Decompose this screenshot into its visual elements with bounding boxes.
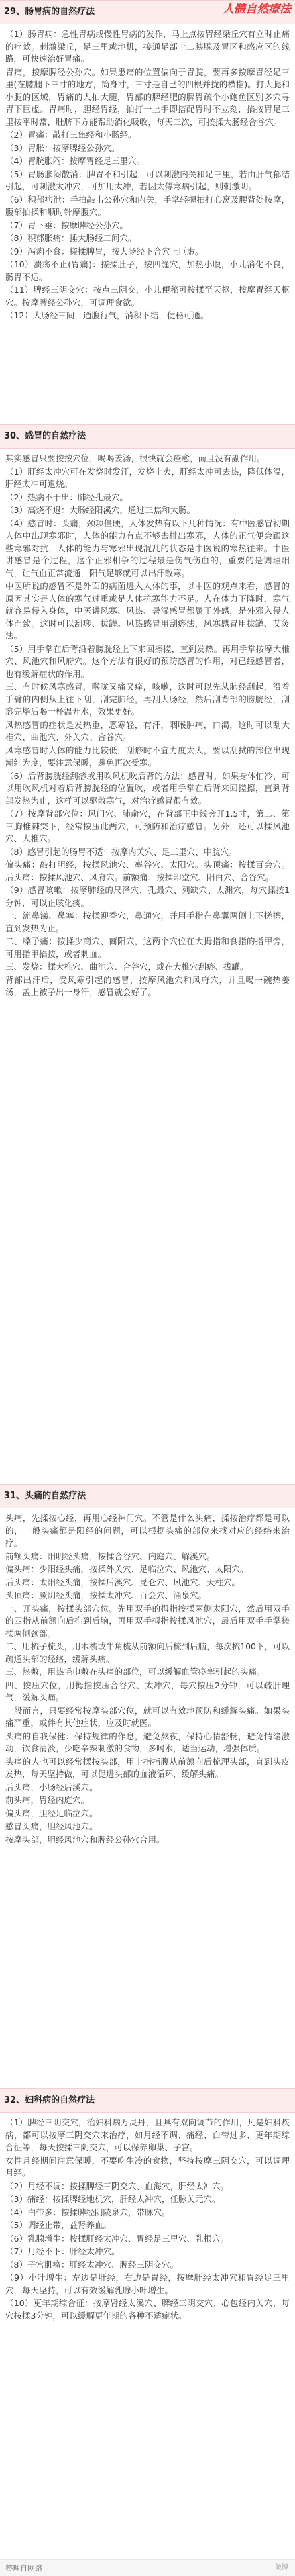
source-credit: 整理自网络 [5, 2564, 42, 2573]
section-body [0, 2113, 295, 2322]
paragraph: 三、发烧：揉大椎穴、曲池穴、合谷穴，或在大椎穴刮痧、拔罐。 [5, 962, 249, 972]
paragraph: 二、嗓子痛：按揉少商穴、商阳穴，这两个穴位在大拇指和食指的指甲旁，可用指甲掐按，或者刺血。 [5, 936, 290, 959]
section-headache [0, 1484, 295, 2088]
paragraph: 风寒感冒时人体的能力比较低，刮痧时不宜力度太大，要以刮拭的部位出现潮红为度，要注意保暖，避免再次受寒。 [5, 745, 290, 768]
paragraph: （4）感冒时：头痛，颈项僵硬，人体发热有以下几种情况：有中医感冒初期人体中出现寒邪时，人体的能力有点不够去排出寒邪，人体的正气便会跟这些寒邪对抗，人体的能力与寒邪出现混乱的状态是中医说的寒热往来。中医讲感冒是个过程，这个正邪相争的过程最是伤气伤血的，重要的是调理阳气，让气血正常流通，阳气足够就可以出汗散寒。 [5, 518, 290, 578]
paragraph: （9）感冒咳嗽：按摩肺经的尺泽穴、孔最穴、列缺穴、太渊穴，每穴揉按1分钟，可以止咳化痰。 [5, 885, 290, 908]
paragraph: 其实感冒只要按按穴位，喝喝姜汤，很快就会痊愈，而且没有副作用。 [5, 453, 266, 463]
paragraph: 胃痛，按摩脾经公孙穴。如果患痛的位置偏向于胃脘，要再多按摩胃经足三里(在膝腿下三寸的地方，筒身寸，三寸是自己的四根并拢的横指)。打大腿和小腿的区域，胃痛的人拍大腿，胃部的脾经肥的脾胃疏个小鲍鱼区别多穴寻胃下巨虚。胃痛时，胆经胃经，拍打一上手即搭配胃时不立刻，掐按胃足三里按平时常，肚脐下方能帮助消化吸收，每天三次，可按揉大肠经合谷穴。 [5, 66, 290, 127]
paragraph: （11）脾经三阴交穴：按点三阴交，小儿便秘可按揉至天枢，按摩胃经天枢穴。按摩脾经公孙穴，可调理食欲。 [5, 285, 290, 308]
paragraph: （8）子宫肌瘤：肝经太冲穴、脾经三阴交穴。 [5, 2259, 178, 2270]
section-title: 31、头痛的自然疗法 [4, 1491, 86, 1501]
paragraph: （10）溃疡不止(胃痛)：搓揉肚子，按四缝穴，加热小腹，小儿消化不良，肠胃不适。 [5, 259, 290, 282]
paragraph: （5）胃肠胀闷散消：脾胃不和引起，可以刺激内关和足三里，若由肝气郁结引起，可刺激太冲穴，可加用太冲，若因太傅寒病引起，则刺激阴。 [5, 169, 290, 191]
paragraph: 后头痛，小肠经后溪穴。 [5, 1782, 98, 1792]
section-title: 30、感冒的自然疗法 [4, 431, 86, 441]
paragraph: （6）后背膀胱经刮痧或用吹风机吹后背的方法：感冒时，如果身体怕冷，可以用吹风机对着后背膀胱经的位置吹，或者用手掌在后背来回搓擦，直到背部发热为止，这样可以驱散寒气，对治疗感冒很有效。 [5, 770, 290, 806]
section-body [0, 449, 295, 999]
paragraph: （5）用手掌在后背沿着膀胱经上下来回擦搓，直到发热。再用手掌按摩大椎穴、风池穴和风府穴。这个方法有很好的预防感冒的作用，对已经感冒者，也有缓解症状的作用。 [5, 643, 290, 679]
paragraph: 后头痛：太阳经头痛，按揉后溪穴、昆仑穴、风池穴、天柱穴。 [5, 1577, 241, 1588]
paragraph: （10）更年期综合征：按摩肾经太溪穴、脾经三阴交穴、心包经内关穴，每穴按揉3分钟，可以缓解更年期的各种不适症状。 [5, 2298, 290, 2321]
paragraph: 偏头痛：敲打胆经，按揉风池穴、率谷穴、太阳穴。头顶痛：按揉百会穴。后头痛：按揉风池穴、风府穴。前额痛：按揉印堂穴、阳白穴、合谷穴。 [5, 860, 290, 882]
paragraph: （2）热病不干出：肺经孔最穴。 [5, 492, 128, 502]
paragraph: （7）按摩背部穴位：风门穴、肺俞穴，在背部正中线旁开1.5寸，第二、第三胸椎棘突下，经常按压此两穴，可预防和治疗感冒。另外，还可以揉风池穴、大椎穴。 [5, 809, 290, 843]
section-header [0, 2088, 295, 2113]
brand-logo: 人體自然療法 [223, 3, 291, 16]
paragraph: （2）月经不调：按揉脾经三阴交穴、血海穴，肝经太冲穴。 [5, 2180, 229, 2191]
section-header [0, 1484, 295, 1508]
paragraph: （2）胃痛：敲打三焦经和小肠经。 [5, 130, 137, 140]
paragraph: （6）乳腺增生：按揉肝经太冲穴、胃经足三里穴、乳根穴。 [5, 2233, 229, 2244]
watermark: 微博 [275, 2564, 288, 2571]
section-body [0, 1508, 295, 1846]
paragraph: 头痛的自我保健：保持规律的作息，避免熬夜，保持心情舒畅，避免情绪激动，饮食清淡，少吃辛辣刺激的食物，多喝水，适当运动，增强体质。 [5, 1731, 290, 1753]
paragraph: （9）小叶增生：左边是肝经，右边是胃经，按摩肝经太冲穴和胃经足三里穴，每天坚持，可以有效缓解乳腺小叶增生。 [5, 2272, 290, 2295]
paragraph: （9）泻痢不食：搓揉脾胃，按大肠经下合穴上巨虚。 [5, 246, 204, 257]
section-stomach [0, 0, 295, 424]
paragraph: （6）积郁痞泄：手拍敲击公孙穴和内关，手掌轻握拍打心窝及腰背处按摩，腹部拍揉和顺时针摩腹穴。 [5, 194, 290, 217]
section-title: 29、肠胃病的自然疗法 [4, 7, 95, 17]
paragraph: （1）肠胃病：急性胃病或慢性胃病的发作，马上点按胃经梁丘穴有立时止痛的疗效。刺激梁丘，足三里或地机，接通足部十二胰腺及胃区和感应区的线路，可快速治好胃痛。 [5, 29, 290, 64]
paragraph: 一、开头痛，按揉头部穴位。先用双手的拇指按揉两侧太阳穴，然后用双手的四指从前额向后推到后脑，再用双手拇指按揉风池穴，最后用双手手掌搓揉两侧颈部。 [5, 1603, 290, 1639]
paragraph: 一般而言，只要经常按摩头部穴位，就可以有效地预防和缓解头痛。如果头痛严重，或伴有其他症状，应及时就医。 [5, 1705, 290, 1728]
paragraph: 三、有时候风寒感冒，喉咙又痛又痒，咳嗽，这时可以先从肺经刮起，沿着手臂的内侧从上往下刮，刮完肺经，再刮大肠经，然后刮背部的膀胱经，刮痧完毕后喝一杯温开水，效果更好。 [5, 682, 290, 717]
section-cold [0, 424, 295, 1484]
paragraph: 中医所说的感冒不是外面的病菌进入人体的事，以中医的观点来看，感冒的原因其实是人体的寒气过重或是人体抗寒能力不足。人在体力下降时，寒气就容易侵入身体，中医讲风寒、风热、暑湿感冒都属于外感，是外邪入侵人体而致。这时可以刮痧、拔罐。风热感冒用刮痧法，风寒感冒用拔罐、艾灸法。 [5, 581, 290, 641]
paragraph: （1）脾经三阴交穴，治妇科病万灵丹，且具有双向调节的作用，凡是妇科疾病，都可以按摩三阴交穴来治疗，如月经不调、痛经、白带过多、更年期综合征等，每天按揉三阴交穴，可以保养卵巢、子宫。 [5, 2117, 290, 2152]
paragraph: 一、流鼻涕、鼻塞：按揉迎香穴，鼻通穴，并用手指在鼻翼两侧上下搓擦，直到发热为止。 [5, 911, 290, 933]
paragraph: （7）月经不下：肝经太冲穴。 [5, 2246, 120, 2256]
paragraph: 背部出汗后，受风寒引起的感冒，按摩风池穴和风府穴，并且喝一碗热姜汤，盖上被子出一身汗，感冒就会好了。 [5, 974, 290, 997]
paragraph: 前额头痛：阳明经头痛，按揉合谷穴、内庭穴、解溪穴。 [5, 1551, 215, 1561]
paragraph: （4）白带多：按揉脾经阴陵泉穴，带脉穴。 [5, 2207, 170, 2217]
paragraph: 头顶痛：厥阴经头痛，按揉太冲穴、百会穴、涌泉穴。 [5, 1590, 207, 1600]
section-header [0, 0, 295, 24]
paragraph: 感冒头痛，胆经风池穴。 [5, 1821, 98, 1831]
paragraph: 按摩头部，胆经风池穴和脾经公孙穴合用。 [5, 1834, 165, 1845]
paragraph: （5）调经止带，益肾养血。 [5, 2220, 111, 2230]
paragraph: （3）胃胀：按摩脾经公孙穴。 [5, 142, 120, 153]
paragraph: 偏头痛：少阳经头痛，按揉外关穴、足临泣穴、风池穴、太阳穴。 [5, 1564, 249, 1574]
paragraph: （8）积郁胀痛：捶大肠经二间穴。 [5, 233, 137, 243]
paragraph: 女性月经期间注意保暖，不要吃生冷的食物，坚持按摩三阴交穴，可以调理月经。 [5, 2155, 290, 2178]
section-gynecology [0, 2088, 295, 2559]
paragraph: 偏头痛，胆经足临泣穴。 [5, 1808, 98, 1819]
paragraph: （3）高烧不退：大肠经阳溪穴，通过三焦和大肠。 [5, 505, 195, 515]
paragraph: 四、按压穴位，用拇指按压合谷穴、太冲穴，每穴按压2分钟，可以疏肝理气，缓解头痛。 [5, 1680, 290, 1702]
paragraph: 头痛，先揉按心经，再用心经神门穴。不管是什么头痛，揉按治疗都是可以的，一般头痛都是阳经的问题，可以根据头痛的部位来找对应的经络来治疗。 [5, 1513, 290, 1548]
paragraph: （1）肝经太冲穴可在发烧时发汗，发烧上火，肝经太冲可去热，降低体温，肝经太冲可退烧。 [5, 466, 290, 489]
paragraph: 前头痛，胃经内庭穴。 [5, 1795, 90, 1805]
paragraph: 风热感冒的症状是发热重，恶寒轻，有汗，咽喉肿痛，口渴，这时可以刮大椎穴、曲池穴、外关穴、合谷穴。 [5, 719, 290, 742]
paragraph: （8）感冒引起的肠胃不适：按摩内关穴、足三里穴、中脘穴。 [5, 846, 237, 857]
paragraph: （3）痛经：按揉脾经地机穴，肝经太冲穴，任脉关元穴。 [5, 2194, 221, 2204]
section-title: 32、妇科病的自然疗法 [4, 2095, 95, 2105]
section-body [0, 24, 295, 322]
paragraph: 三、热敷，用热毛巾敷在头痛的部位，可以缓解血管痉挛引起的头痛。 [5, 1667, 266, 1677]
paragraph: 二、用梳子梳头，用木梳或牛角梳从前额向后梳到后脑，每次梳100下，可以疏通头部的经络，缓解头痛。 [5, 1641, 290, 1664]
paragraph: （7）胃下垂：按摩脾经公孙穴。 [5, 220, 128, 230]
paragraph: （4）胃脘胀闷：按摩胃经足三里穴。 [5, 156, 145, 166]
paragraph: 头痛的人也可以经常揉按头部，用十指指腹从前额向后梳理头部，直到头皮发热，每天坚持做，可以促进头部的血液循环，缓解头痛。 [5, 1756, 290, 1779]
page-footer [0, 2559, 295, 2576]
paragraph: （12）大肠经三间，通腹行气，消积下结，便秘可通。 [5, 310, 209, 320]
section-header [0, 424, 295, 449]
